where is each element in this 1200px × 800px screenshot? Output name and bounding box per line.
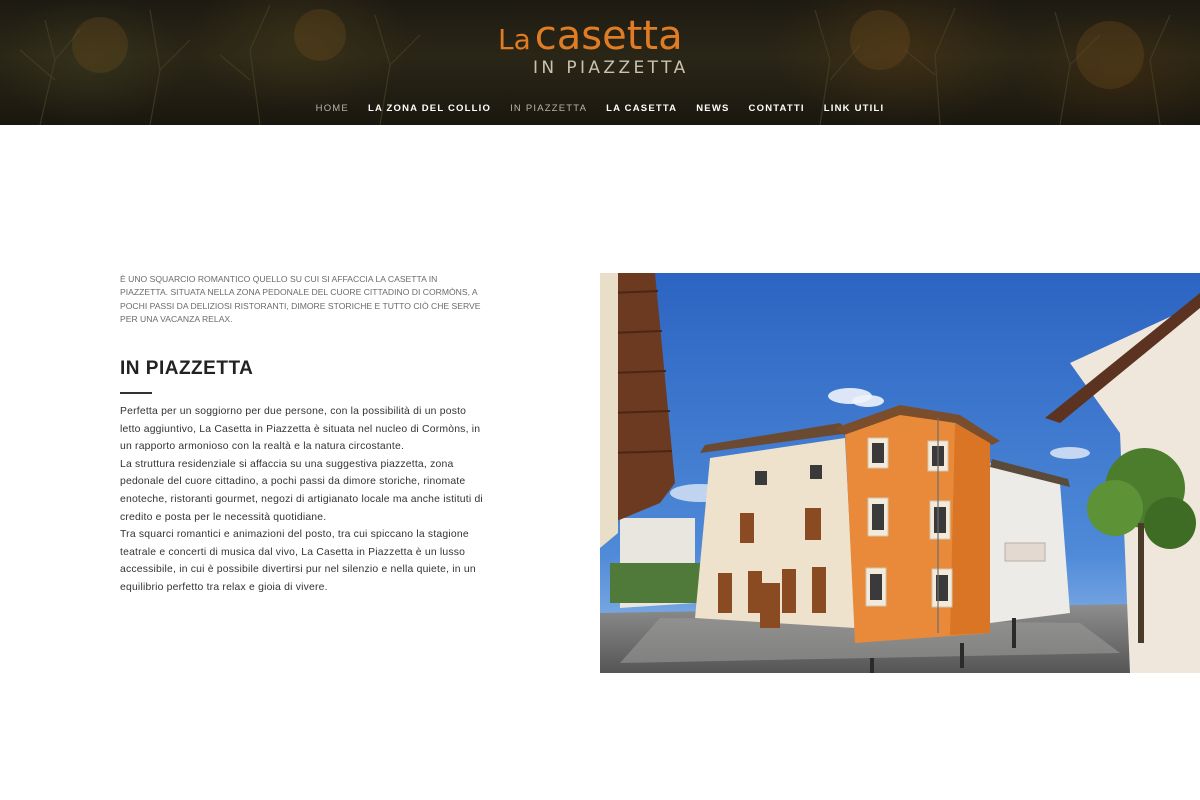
nav-item-la-zona-del-collio[interactable]: LA ZONA DEL COLLIO (367, 103, 492, 114)
nav-item-in-piazzetta[interactable]: IN PIAZZETTA (510, 103, 588, 114)
nav-item-contatti[interactable]: CONTATTI (748, 103, 805, 114)
section-title: IN PIAZZETTA (120, 358, 254, 379)
building-photo (600, 273, 1200, 673)
body-paragraph: La struttura residenziale si affaccia su una suggestiva piazzetta, zona pedonale del cuore cittadino, a pochi passi da dimore storiche, rinomate enoteche, ristoranti gourmet, negozi di artigianato locale ma anche istituti di credito e posta per le necessità quotidiane. (120, 458, 483, 523)
nav-item-la-casetta[interactable]: LA CASETTA (606, 103, 678, 114)
logo-la: La (498, 23, 531, 56)
intro-text: È UNO SQUARCIO ROMANTICO QUELLO SU CUI SI AFFACCIA LA CASETTA IN PIAZZETTA. SITUATA NELLA ZONA PEDONALE DEL CUORE CITTADINO DI CORMÒNS, A POCHI PASSI DA DELIZIOSI RISTORANTI, DIMORE STORICHE E TUTTO CIÒ CHE SERVE PER UNA VACANZA RELAX. (120, 274, 481, 324)
nav-item-link-utili[interactable]: LINK UTILI (823, 103, 885, 114)
site-logo[interactable] (498, 14, 708, 80)
building-photo-illustration (600, 273, 1200, 673)
nav-item-news[interactable]: NEWS (696, 103, 730, 114)
nav-item-home[interactable]: HOME (315, 103, 349, 114)
body-text (120, 403, 485, 597)
body-paragraph: Tra squarci romantici e animazioni del posto, tra cui spiccano la stagione teatrale e concerti di musica dal vivo, La Casetta in Piazzetta è un lusso accessibile, in cui è possibile divertirsi pur nel silenzio e nella quiete, in un equilibrio perfetto tra relax e gioia di vivere. (120, 529, 476, 593)
site-header (0, 0, 1200, 125)
logo-subtitle: IN PIAZZETTA (533, 58, 689, 78)
main-nav (0, 100, 1200, 118)
title-divider (120, 392, 152, 394)
logo-casetta: casetta (534, 13, 683, 59)
body-paragraph: Perfetta per un soggiorno per due persone, con la possibilità di un posto letto aggiuntivo, La Casetta in Piazzetta è situata nel nucleo di Cormòns, in un rapporto armonioso con la realtà e la natura circostante. (120, 406, 481, 453)
